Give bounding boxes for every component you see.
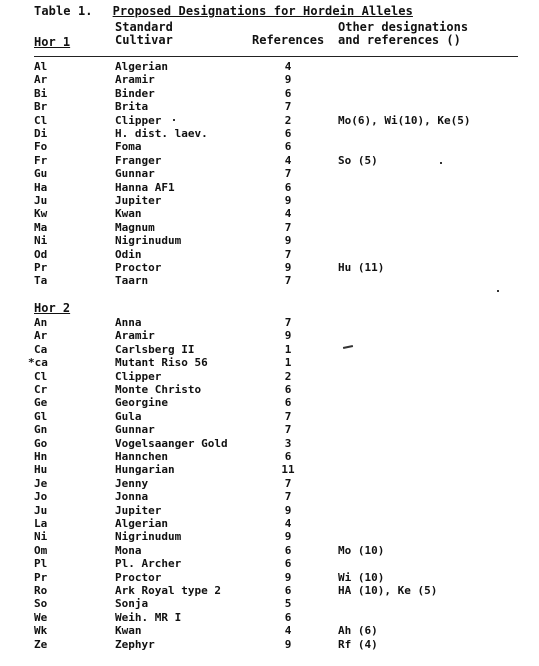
table-row bbox=[0, 73, 539, 86]
reference-number: 9 bbox=[284, 261, 292, 274]
reference-number: 6 bbox=[284, 450, 292, 463]
reference-number: 6 bbox=[284, 557, 292, 571]
standard-cultivar: Hungarian bbox=[115, 463, 175, 477]
table-row bbox=[0, 477, 539, 490]
standard-cultivar: Mutant Riso 56 bbox=[115, 356, 208, 370]
reference-number: 9 bbox=[284, 73, 292, 87]
table-row bbox=[0, 274, 539, 287]
reference-number: 7 bbox=[284, 220, 292, 234]
standard-cultivar: Carlsberg II bbox=[115, 342, 195, 356]
reference-number: 4 bbox=[284, 517, 292, 530]
standard-cultivar: Hanna AF1 bbox=[115, 180, 175, 194]
reference-number: 9 bbox=[284, 637, 292, 651]
reference-number: 4 bbox=[284, 207, 292, 221]
standard-cultivar: Zephyr bbox=[115, 637, 155, 651]
table-row bbox=[0, 530, 539, 543]
table-row bbox=[0, 221, 539, 234]
standard-cultivar: Monte Christo bbox=[115, 383, 202, 396]
allele-code: Bi bbox=[34, 86, 48, 100]
standard-cultivar: Vogelsaanger Gold bbox=[115, 436, 228, 450]
reference-number: 1 bbox=[284, 342, 292, 356]
allele-code: La bbox=[34, 517, 48, 530]
standard-cultivar: Odin bbox=[115, 247, 142, 261]
allele-code: Cl bbox=[34, 113, 48, 127]
reference-number: 5 bbox=[284, 597, 292, 611]
reference-number: 3 bbox=[284, 436, 292, 450]
allele-code: Ca bbox=[34, 342, 48, 356]
other-designations: Hu (11) bbox=[338, 261, 385, 274]
table-label: Table 1. bbox=[34, 4, 93, 18]
table-caption: Proposed Designations for Hordein Alleles bbox=[112, 4, 413, 18]
reference-number: 4 bbox=[284, 60, 292, 73]
section-label-hor2: Hor 2 bbox=[34, 301, 71, 315]
table-row bbox=[0, 140, 539, 153]
allele-code: Pr bbox=[34, 570, 48, 584]
table-title bbox=[34, 4, 413, 18]
allele-code: Cr bbox=[34, 383, 48, 396]
standard-cultivar: Ark Royal type 2 bbox=[115, 584, 221, 597]
table-row bbox=[0, 437, 539, 450]
allele-code: Ju bbox=[34, 194, 48, 207]
standard-cultivar: Algerian bbox=[115, 517, 168, 530]
standard-cultivar: Clipper bbox=[115, 113, 162, 127]
allele-code: Fr bbox=[34, 153, 48, 167]
standard-cultivar: Aramir bbox=[115, 329, 155, 343]
scan-speck bbox=[173, 119, 175, 121]
allele-code: *ca bbox=[28, 356, 48, 370]
reference-number: 1 bbox=[284, 356, 292, 370]
standard-cultivar: Mona bbox=[115, 543, 142, 557]
standard-cultivar: Jenny bbox=[115, 476, 149, 490]
other-designations: HA (10), Ke (5) bbox=[338, 584, 438, 597]
reference-number: 4 bbox=[284, 624, 292, 638]
reference-number: 9 bbox=[284, 329, 292, 343]
other-designations: So (5) bbox=[338, 153, 378, 167]
header-other-line2: and references () bbox=[338, 33, 461, 47]
table-row bbox=[0, 167, 539, 180]
table-row bbox=[0, 87, 539, 100]
allele-code: Ni bbox=[34, 530, 48, 544]
allele-code: Ar bbox=[34, 73, 48, 87]
allele-code: Br bbox=[34, 100, 48, 114]
table-row bbox=[0, 234, 539, 247]
allele-code: Fo bbox=[34, 140, 48, 154]
reference-number: 7 bbox=[284, 409, 292, 423]
standard-cultivar: Proctor bbox=[115, 261, 162, 274]
allele-code: Ze bbox=[34, 637, 48, 651]
allele-code: Pr bbox=[34, 261, 48, 274]
reference-number: 9 bbox=[284, 570, 292, 584]
reference-number: 7 bbox=[284, 423, 292, 437]
table-row bbox=[0, 261, 539, 274]
standard-cultivar: Kwan bbox=[115, 207, 142, 221]
standard-cultivar: Jupiter bbox=[115, 194, 162, 207]
other-designations: Ah (6) bbox=[338, 624, 378, 638]
table-row bbox=[0, 316, 539, 329]
allele-code: Hu bbox=[34, 463, 48, 477]
allele-code: Pl bbox=[34, 557, 48, 571]
allele-code: Hn bbox=[34, 450, 48, 463]
other-designations: Mo (10) bbox=[338, 543, 385, 557]
standard-cultivar: Foma bbox=[115, 140, 142, 154]
reference-number: 7 bbox=[284, 274, 292, 288]
allele-code: Wk bbox=[34, 624, 48, 638]
allele-code: Ju bbox=[34, 503, 48, 517]
table-row bbox=[0, 557, 539, 570]
standard-cultivar: Jupiter bbox=[115, 503, 162, 517]
standard-cultivar: Magnum bbox=[115, 220, 155, 234]
other-designations: Rf (4) bbox=[338, 637, 378, 651]
table-row bbox=[0, 100, 539, 113]
standard-cultivar: Franger bbox=[115, 153, 162, 167]
reference-number: 6 bbox=[284, 610, 292, 624]
standard-cultivar: Binder bbox=[115, 86, 155, 100]
standard-cultivar: Kwan bbox=[115, 624, 142, 638]
table-row bbox=[0, 194, 539, 207]
table-row bbox=[0, 571, 539, 584]
table-row bbox=[0, 490, 539, 503]
table-row bbox=[0, 114, 539, 127]
allele-code: Cl bbox=[34, 369, 48, 383]
other-designations: Mo(6), Wi(10), Ke(5) bbox=[338, 113, 471, 127]
header-standard-line1: Standard bbox=[115, 20, 173, 34]
standard-cultivar: Georgine bbox=[115, 396, 168, 410]
table-row bbox=[0, 597, 539, 610]
reference-number: 9 bbox=[284, 234, 292, 248]
allele-code: Ha bbox=[34, 180, 48, 194]
standard-cultivar: Nigrinudum bbox=[115, 234, 182, 248]
reference-number: 6 bbox=[284, 127, 292, 140]
table-row bbox=[0, 450, 539, 463]
table-row bbox=[0, 248, 539, 261]
reference-number: 6 bbox=[284, 543, 292, 557]
allele-code: Od bbox=[34, 247, 48, 261]
standard-cultivar: Clipper bbox=[115, 369, 162, 383]
standard-cultivar: Gunnar bbox=[115, 167, 155, 181]
table-row bbox=[0, 207, 539, 220]
standard-cultivar: Gula bbox=[115, 409, 142, 423]
standard-cultivar: Anna bbox=[115, 316, 142, 329]
allele-code: Ta bbox=[34, 274, 48, 288]
reference-number: 6 bbox=[284, 140, 292, 154]
allele-code: Ro bbox=[34, 584, 48, 597]
standard-cultivar: Jonna bbox=[115, 490, 149, 504]
table-row bbox=[0, 60, 539, 73]
allele-code: Ar bbox=[34, 329, 48, 343]
header-standard-line2: Cultivar bbox=[115, 33, 173, 47]
standard-cultivar: Proctor bbox=[115, 570, 162, 584]
allele-code: Jo bbox=[34, 490, 48, 504]
allele-code: Gn bbox=[34, 423, 48, 437]
allele-code: Ma bbox=[34, 220, 48, 234]
allele-code: Om bbox=[34, 543, 48, 557]
scan-speck bbox=[440, 162, 442, 164]
table-row bbox=[0, 463, 539, 476]
reference-number: 11 bbox=[281, 463, 295, 477]
allele-code: Al bbox=[34, 60, 48, 73]
allele-code: Di bbox=[34, 127, 48, 140]
standard-cultivar: Brita bbox=[115, 100, 149, 114]
reference-number: 9 bbox=[284, 530, 292, 544]
allele-code: Gl bbox=[34, 409, 48, 423]
scan-speck bbox=[497, 290, 499, 292]
table-row bbox=[0, 410, 539, 423]
reference-number: 2 bbox=[284, 113, 292, 127]
allele-code: We bbox=[34, 610, 48, 624]
reference-number: 9 bbox=[284, 194, 292, 207]
allele-code: Ge bbox=[34, 396, 48, 410]
reference-number: 7 bbox=[284, 476, 292, 490]
reference-number: 6 bbox=[284, 180, 292, 194]
allele-code: An bbox=[34, 316, 48, 329]
reference-number: 4 bbox=[284, 153, 292, 167]
reference-number: 6 bbox=[284, 383, 292, 396]
standard-cultivar: Hannchen bbox=[115, 450, 168, 463]
table-row bbox=[0, 370, 539, 383]
table-row bbox=[0, 356, 539, 369]
reference-number: 7 bbox=[284, 100, 292, 114]
standard-cultivar: H. dist. laev. bbox=[115, 127, 208, 140]
reference-number: 7 bbox=[284, 490, 292, 504]
standard-cultivar: Sonja bbox=[115, 597, 149, 611]
header-references: References bbox=[252, 33, 325, 47]
table-row bbox=[0, 638, 539, 651]
table-row bbox=[0, 181, 539, 194]
standard-cultivar: Pl. Archer bbox=[115, 557, 182, 571]
allele-code: Je bbox=[34, 476, 48, 490]
table-row bbox=[0, 343, 539, 356]
standard-cultivar: Gunnar bbox=[115, 423, 155, 437]
reference-number: 2 bbox=[284, 369, 292, 383]
table-row bbox=[0, 517, 539, 530]
standard-cultivar: Aramir bbox=[115, 73, 155, 87]
standard-cultivar: Weih. MR I bbox=[115, 610, 182, 624]
reference-number: 9 bbox=[284, 503, 292, 517]
table-row bbox=[0, 584, 539, 597]
allele-code: So bbox=[34, 597, 48, 611]
section-label-hor1: Hor 1 bbox=[34, 35, 71, 49]
allele-code: Go bbox=[34, 436, 48, 450]
allele-code: Kw bbox=[34, 207, 48, 221]
allele-code: Ni bbox=[34, 234, 48, 248]
standard-cultivar: Taarn bbox=[115, 274, 149, 288]
table-row bbox=[0, 611, 539, 624]
allele-code: Gu bbox=[34, 167, 48, 181]
table-row bbox=[0, 624, 539, 637]
table-row bbox=[0, 329, 539, 342]
table-row bbox=[0, 423, 539, 436]
reference-number: 7 bbox=[284, 167, 292, 181]
header-rule bbox=[34, 56, 518, 57]
standard-cultivar: Nigrinudum bbox=[115, 530, 182, 544]
reference-number: 7 bbox=[284, 316, 292, 329]
reference-number: 7 bbox=[284, 247, 292, 261]
table-row bbox=[0, 396, 539, 409]
other-designations: Wi (10) bbox=[338, 570, 385, 584]
table-row bbox=[0, 544, 539, 557]
reference-number: 6 bbox=[284, 86, 292, 100]
table-row bbox=[0, 383, 539, 396]
table-row bbox=[0, 127, 539, 140]
standard-cultivar: Algerian bbox=[115, 60, 168, 73]
reference-number: 6 bbox=[284, 584, 292, 597]
reference-number: 6 bbox=[284, 396, 292, 410]
header-other-line1: Other designations bbox=[338, 20, 469, 34]
table-row bbox=[0, 154, 539, 167]
table-row bbox=[0, 504, 539, 517]
